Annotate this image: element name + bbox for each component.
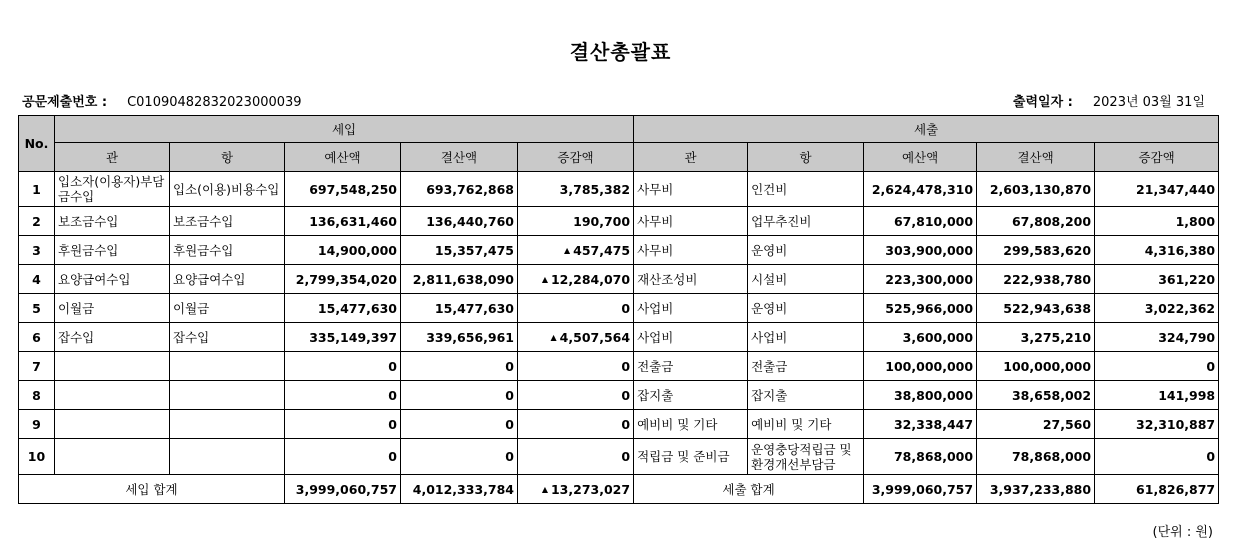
income-hang: [170, 381, 285, 410]
output-date: [1013, 91, 1205, 110]
expense-hang: 전출금: [748, 352, 864, 381]
expense-diff: 0: [1095, 439, 1219, 475]
header-expense: 세출: [634, 116, 1219, 143]
expense-settlement: 3,275,210: [977, 323, 1095, 352]
expense-settlement: 2,603,130,870: [977, 172, 1095, 207]
expense-hang: 시설비: [748, 265, 864, 294]
income-total-label: 세입 합계: [19, 475, 285, 504]
expense-gwan: 예비비 및 기타: [634, 410, 748, 439]
expense-settlement: 522,943,638: [977, 294, 1095, 323]
decrease-triangle-icon: ▲: [541, 484, 548, 494]
income-budget: 0: [285, 410, 401, 439]
row-no: 3: [19, 236, 55, 265]
expense-diff: 361,220: [1095, 265, 1219, 294]
expense-hang: 사업비: [748, 323, 864, 352]
row-no: 6: [19, 323, 55, 352]
income-diff: 0: [518, 352, 634, 381]
expense-diff: 3,022,362: [1095, 294, 1219, 323]
income-hang: [170, 410, 285, 439]
income-total-settlement: 4,012,333,784: [401, 475, 518, 504]
income-hang: 요양급여수입: [170, 265, 285, 294]
income-settlement: 136,440,760: [401, 207, 518, 236]
doc-number-label: 공문제출번호 :: [22, 95, 108, 110]
expense-diff: 32,310,887: [1095, 410, 1219, 439]
table-row: [19, 352, 1219, 381]
expense-gwan: 잡지출: [634, 381, 748, 410]
expense-gwan: 사무비: [634, 207, 748, 236]
expense-hang: 운영비: [748, 236, 864, 265]
expense-gwan: 전출금: [634, 352, 748, 381]
header-col: 관: [55, 143, 170, 172]
row-no: 9: [19, 410, 55, 439]
income-hang: 보조금수입: [170, 207, 285, 236]
income-diff: 3,785,382: [518, 172, 634, 207]
income-settlement: 15,357,475: [401, 236, 518, 265]
income-diff: 0: [518, 410, 634, 439]
expense-budget: 2,624,478,310: [864, 172, 977, 207]
expense-hang: 잡지출: [748, 381, 864, 410]
expense-hang: 운영비: [748, 294, 864, 323]
unit-note: (단위 : 원): [1152, 525, 1213, 540]
expense-hang: 업무추진비: [748, 207, 864, 236]
expense-hang: 예비비 및 기타: [748, 410, 864, 439]
row-no: 5: [19, 294, 55, 323]
income-settlement: 339,656,961: [401, 323, 518, 352]
row-no: 4: [19, 265, 55, 294]
header-col: 관: [634, 143, 748, 172]
expense-settlement: 38,658,002: [977, 381, 1095, 410]
income-budget: 14,900,000: [285, 236, 401, 265]
income-budget: 335,149,397: [285, 323, 401, 352]
decrease-triangle-icon: ▲: [541, 274, 548, 284]
income-gwan: [55, 439, 170, 475]
income-settlement: 0: [401, 410, 518, 439]
table-row: [19, 410, 1219, 439]
expense-gwan: 재산조성비: [634, 265, 748, 294]
expense-settlement: 299,583,620: [977, 236, 1095, 265]
income-diff: [518, 236, 634, 265]
expense-budget: 223,300,000: [864, 265, 977, 294]
expense-gwan: 사무비: [634, 236, 748, 265]
expense-budget: 67,810,000: [864, 207, 977, 236]
expense-gwan: 적립금 및 준비금: [634, 439, 748, 475]
income-budget: 2,799,354,020: [285, 265, 401, 294]
table-row: [19, 207, 1219, 236]
page-title: 결산총괄표: [569, 40, 672, 64]
expense-diff: 4,316,380: [1095, 236, 1219, 265]
income-hang: 잡수입: [170, 323, 285, 352]
row-no: 10: [19, 439, 55, 475]
income-diff-value: 4,507,564: [559, 329, 631, 345]
expense-diff: 141,998: [1095, 381, 1219, 410]
income-budget: 15,477,630: [285, 294, 401, 323]
expense-budget: 32,338,447: [864, 410, 977, 439]
expense-budget: 78,868,000: [864, 439, 977, 475]
income-gwan: [55, 410, 170, 439]
table-row: [19, 439, 1219, 475]
row-no: 8: [19, 381, 55, 410]
income-budget: 0: [285, 352, 401, 381]
income-settlement: 0: [401, 439, 518, 475]
total-row: [19, 475, 1219, 504]
income-settlement: 2,811,638,090: [401, 265, 518, 294]
income-hang: [170, 352, 285, 381]
expense-gwan: 사업비: [634, 323, 748, 352]
decrease-triangle-icon: ▲: [550, 332, 557, 342]
income-diff: 0: [518, 294, 634, 323]
expense-total-diff: 61,826,877: [1095, 475, 1219, 504]
table-row: [19, 294, 1219, 323]
income-gwan: 요양급여수입: [55, 265, 170, 294]
expense-budget: 303,900,000: [864, 236, 977, 265]
table-row: [19, 265, 1219, 294]
expense-gwan: 사업비: [634, 294, 748, 323]
income-budget: 136,631,460: [285, 207, 401, 236]
doc-number: [22, 91, 302, 110]
income-diff: 190,700: [518, 207, 634, 236]
income-budget: 0: [285, 381, 401, 410]
income-diff: [518, 265, 634, 294]
row-no: 7: [19, 352, 55, 381]
row-no: 2: [19, 207, 55, 236]
income-gwan: 잡수입: [55, 323, 170, 352]
income-diff: 0: [518, 381, 634, 410]
expense-budget: 38,800,000: [864, 381, 977, 410]
income-gwan: 보조금수입: [55, 207, 170, 236]
income-gwan: 입소자(이용자)부담금수입: [55, 172, 170, 207]
expense-hang: 인건비: [748, 172, 864, 207]
row-no: 1: [19, 172, 55, 207]
output-date-label: 출력일자 :: [1012, 95, 1073, 110]
table-row: [19, 172, 1219, 207]
settlement-table: [18, 115, 1219, 504]
expense-diff: 21,347,440: [1095, 172, 1219, 207]
income-diff: 0: [518, 439, 634, 475]
income-budget: 0: [285, 439, 401, 475]
header-col: 예산액: [285, 143, 401, 172]
expense-settlement: 78,868,000: [977, 439, 1095, 475]
income-settlement: 0: [401, 381, 518, 410]
income-hang: 후원금수입: [170, 236, 285, 265]
income-hang: [170, 439, 285, 475]
income-gwan: 후원금수입: [55, 236, 170, 265]
table-row: [19, 323, 1219, 352]
expense-budget: 3,600,000: [864, 323, 977, 352]
header-col: 증감액: [1095, 143, 1219, 172]
header-col: 항: [170, 143, 285, 172]
expense-settlement: 100,000,000: [977, 352, 1095, 381]
income-gwan: 이월금: [55, 294, 170, 323]
expense-total-settlement: 3,937,233,880: [977, 475, 1095, 504]
income-total-diff-value: 13,273,027: [550, 481, 631, 497]
income-hang: 입소(이용)비용수입: [170, 172, 285, 207]
header-col: 항: [748, 143, 864, 172]
table-row: [19, 381, 1219, 410]
header-income: 세입: [55, 116, 634, 143]
decrease-triangle-icon: ▲: [563, 245, 571, 255]
income-total-budget: 3,999,060,757: [285, 475, 401, 504]
income-gwan: [55, 352, 170, 381]
doc-number-value: C010904828320230000​39: [127, 95, 302, 110]
header-col: 예산액: [864, 143, 977, 172]
header-col: 결산액: [977, 143, 1095, 172]
header-col: 증감액: [518, 143, 634, 172]
header-col: 결산액: [401, 143, 518, 172]
income-settlement: 0: [401, 352, 518, 381]
income-diff-value: 12,284,070: [550, 271, 631, 287]
header-no: No.: [19, 116, 55, 172]
income-diff: [518, 323, 634, 352]
expense-hang: 운영충당적립금 및 환경개선부담금: [748, 439, 864, 475]
expense-budget: 100,000,000: [864, 352, 977, 381]
income-settlement: 693,762,868: [401, 172, 518, 207]
expense-diff: 324,790: [1095, 323, 1219, 352]
expense-total-label: 세출 합계: [634, 475, 864, 504]
income-settlement: 15,477,630: [401, 294, 518, 323]
income-gwan: [55, 381, 170, 410]
income-diff-value: 457,475: [573, 242, 631, 258]
expense-settlement: 222,938,780: [977, 265, 1095, 294]
expense-diff: 1,800: [1095, 207, 1219, 236]
table-row: [19, 236, 1219, 265]
income-hang: 이월금: [170, 294, 285, 323]
expense-budget: 525,966,000: [864, 294, 977, 323]
output-date-value: 2023년 03월 31일: [1092, 95, 1205, 110]
expense-settlement: 27,560: [977, 410, 1095, 439]
income-budget: 697,548,250: [285, 172, 401, 207]
income-total-diff: [518, 475, 634, 504]
expense-settlement: 67,808,200: [977, 207, 1095, 236]
expense-diff: 0: [1095, 352, 1219, 381]
expense-total-budget: 3,999,060,757: [864, 475, 977, 504]
expense-gwan: 사무비: [634, 172, 748, 207]
